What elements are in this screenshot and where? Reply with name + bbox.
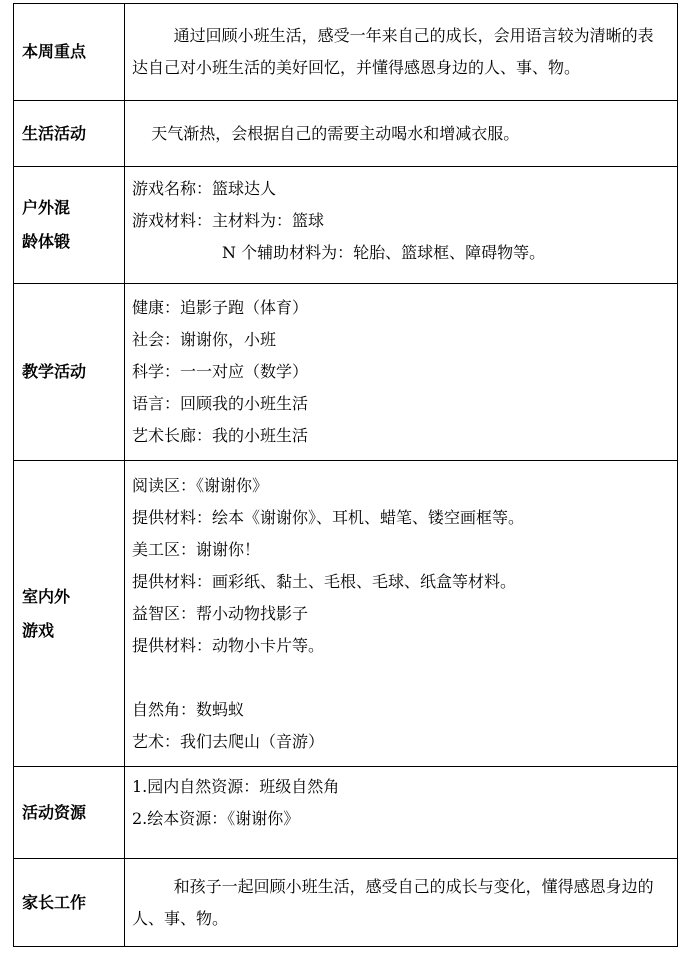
row-label-focus: 本周重点 — [14, 4, 125, 101]
games-label-line-2: 游戏 — [22, 620, 55, 640]
row-content-resources — [125, 767, 678, 859]
row-label-teaching: 教学活动 — [14, 284, 125, 461]
outdoor-label-line-2: 龄体锻 — [22, 232, 71, 251]
games-blank-line — [132, 662, 669, 694]
outdoor-line: 游戏材料：主材料为：篮球 — [132, 211, 325, 230]
table-row — [14, 167, 678, 284]
games-line: 提供材料：绘本《谢谢你》、耳机、蜡笔、镂空画框等。 — [132, 507, 525, 527]
row-label-games — [14, 461, 125, 767]
focus-text: 通过回顾小班生活，感受一年来自己的成长，会用语言较为清晰的表达自己对小班生活的美好回忆，并懂得感恩身边的人、事、物。 — [132, 26, 654, 77]
games-line: 提供材料：画彩纸、黏土、毛根、毛球、纸盒等材料。 — [132, 571, 517, 591]
row-content-teaching — [125, 284, 678, 461]
table-row — [14, 101, 678, 167]
row-label-resources: 活动资源 — [14, 767, 125, 859]
outdoor-label-line-1: 户外混 — [22, 198, 71, 217]
table-row — [14, 284, 678, 461]
table-row — [14, 4, 678, 101]
weekly-plan-table — [13, 3, 678, 947]
teaching-line: 健康：追影子跑（体育） — [132, 298, 309, 317]
teaching-line: 语言：回顾我的小班生活 — [132, 394, 309, 413]
row-content-outdoor — [125, 167, 678, 284]
resources-line: 2.绘本资源：《谢谢你》 — [132, 809, 300, 828]
teaching-line: 科学：一一对应（数学） — [132, 362, 309, 381]
table-row — [14, 461, 678, 767]
table-row — [14, 767, 678, 859]
games-label-line-1: 室内外 — [22, 586, 71, 606]
teaching-line: 社会：谢谢你，小班 — [132, 330, 277, 349]
games-line: 益智区：帮小动物找影子 — [132, 603, 309, 623]
resources-line: 1.园内自然资源：班级自然角 — [132, 777, 340, 796]
parents-text: 和孩子一起回顾小班生活，感受自己的成长与变化，懂得感恩身边的人、事、物。 — [132, 876, 654, 928]
row-content-focus — [125, 4, 678, 101]
games-line: 阅读区：《谢谢你》 — [132, 475, 269, 495]
games-line: 艺术：我们去爬山（音游） — [132, 731, 325, 751]
life-text: 天气渐热，会根据自己的需要主动喝水和增减衣服。 — [151, 123, 520, 143]
row-label-parents: 家长工作 — [14, 859, 125, 947]
games-line: 自然角：数蚂蚁 — [132, 699, 245, 719]
row-content-parents — [125, 859, 678, 947]
table-row — [14, 859, 678, 947]
row-content-games — [125, 461, 678, 767]
row-label-life: 生活活动 — [14, 101, 125, 167]
row-label-outdoor — [14, 167, 125, 284]
outdoor-line: 游戏名称：篮球达人 — [132, 179, 277, 198]
outdoor-line: N 个辅助材料为：轮胎、篮球框、障碍物等。 — [222, 243, 546, 262]
games-line: 美工区：谢谢你！ — [132, 539, 261, 559]
teaching-line: 艺术长廊：我的小班生活 — [132, 426, 309, 445]
row-content-life — [125, 101, 678, 167]
games-line: 提供材料：动物小卡片等。 — [132, 635, 325, 655]
